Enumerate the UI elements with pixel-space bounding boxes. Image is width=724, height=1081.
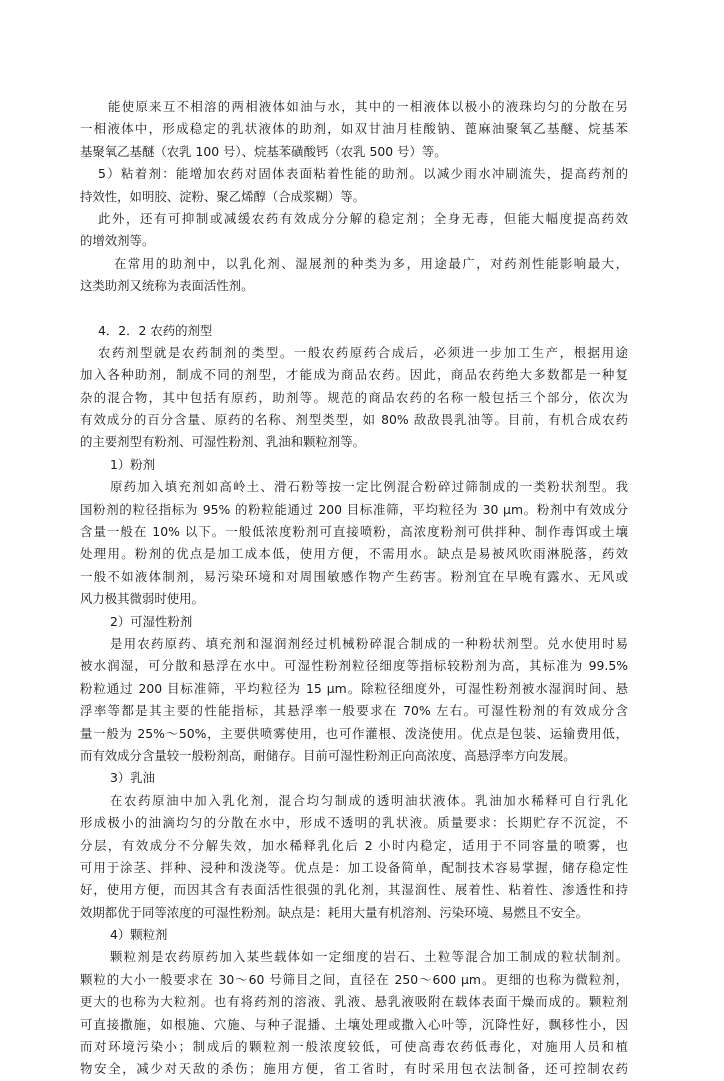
section-title: 4．2．2 农药的剂型 xyxy=(98,322,213,338)
text-line: 加入各种助剂，制成不同的剂型，才能成为商品农药。因此，商品农药绝大多数都是一种复 xyxy=(80,367,628,383)
text-line: 好，使用方便，而因其含有表面活性很强的乳化剂，其湿润性、展着性、粘着性、渗透性和持 xyxy=(80,882,628,898)
text-line: 的增效剂等。 xyxy=(80,233,155,249)
text-line: 农药剂型就是农药制剂的类型。一般农药原药合成后，必须进一步加工生产，根据用途 xyxy=(98,344,628,360)
text-line: 颗粒的大小一般要求在 30～60 号筛目之间，直径在 250～600 μm。更细的也称为微粒剂， xyxy=(80,971,628,987)
text-line: 的主要剂型有粉剂、可湿性粉剂、乳油和颗粒剂等。 xyxy=(80,434,365,450)
text-line: 粉粒通过 200 目标准筛，平均粒径为 15 μm。除粒径细度外，可湿性粉剂被水湿润时间、悬 xyxy=(80,680,628,696)
subsection-wettable-powder xyxy=(80,611,628,768)
paragraph-formulation-intro xyxy=(80,342,628,454)
text-line: 可用于涂茎、拌种、浸种和泼浇等。优点是：加工设备简单，配制技术容易掌握，储存稳定性 xyxy=(80,859,628,875)
text-line: 量一般为 25%～50%，主要供喷雾使用，也可作灌根、泼浇使用。优点是包装、运输费用低， xyxy=(80,725,628,741)
text-line: 效期都优于同等浓度的可湿性粉剂。缺点是：耗用大量有机溶剂、污染环境、易燃且不安全。 xyxy=(80,904,589,920)
text-line: 一般不如液体制剂，易污染环境和对周围敏感作物产生药害。粉剂宜在早晚有露水、无风或 xyxy=(80,568,628,584)
subsection-powder xyxy=(80,454,628,611)
text-line: 5）粘着剂：能增加农药对固体表面粘着性能的助剂。以减少雨水冲刷流失，提高药剂的 xyxy=(98,166,628,182)
text-line: 处理用。粉剂的优点是加工成本低，使用方便，不需用水。缺点是易被风吹雨淋脱落，药效 xyxy=(80,546,628,562)
text-line: 能使原来互不相溶的两相液体如油与水，其中的一相液体以极小的液珠均匀的分散在另 xyxy=(108,99,628,114)
text-line: 持效性，如明胶、淀粉、聚乙烯醇（合成浆糊）等。 xyxy=(80,188,365,204)
text-line: 而对环境污染小；制成后的颗粒剂一般浓度较低，可使高毒农药低毒化，对施用人员和植 xyxy=(80,1039,628,1055)
text-line: 浮率等都是其主要的性能指标，其悬浮率一般要求在 70% 左右。可湿性粉剂的有效成分含 xyxy=(80,703,628,719)
text-line: 物安全，减少对天敌的杀伤；施用方便，省工省时，有时采用包衣法制备，还可控制农药 xyxy=(80,1061,628,1077)
document-body xyxy=(80,96,628,1081)
text-line: 原药加入填充剂如高岭土、滑石粉等按一定比例混合粉碎过筛制成的一类粉状剂型。我 xyxy=(110,479,628,495)
text-line: 杂的混合物，其中包括有原药，助剂等。规范的商品农药的名称一般包括三个部分，依次为 xyxy=(80,389,628,405)
paragraph-emulsifier xyxy=(80,96,628,163)
text-line: 此外，还有可抑制或减缓农药有效成分分解的稳定剂；全身无毒，但能大幅度提高药效 xyxy=(98,210,628,226)
text-line: 更大的也称为大粒剂。也有将药剂的溶液、乳液、悬乳液吸附在载体表面干燥而成的。颗粒剂 xyxy=(80,994,628,1010)
subsection-heading: 2）可湿性粉剂 xyxy=(110,613,193,629)
text-line: 含量一般在 10% 以下。一般低浓度粉剂可直接喷粉，高浓度粉剂可供拌种、制作毒饵或土壤 xyxy=(80,524,628,540)
text-line: 被水润湿，可分散和悬浮在水中。可湿性粉剂粒径细度等指标较粉剂为高，其标准为 99.5% xyxy=(80,658,628,674)
text-line: 这类助剂又统称为表面活性剂。 xyxy=(80,278,254,294)
subsection-emulsifiable-oil xyxy=(80,767,628,924)
text-line: 颗粒剂是农药原药加入某些载体如一定细度的岩石、土粒等混合加工制成的粒状制剂。 xyxy=(110,949,628,965)
text-line: 基聚氧乙基醚（农乳 100 号）、烷基苯磺酸钙（农乳 500 号）等。 xyxy=(80,143,447,159)
text-line: 形成极小的油滴均匀的分散在水中，形成不透明的乳状液。质量要求：长期贮存不沉淀，不 xyxy=(80,815,628,831)
section-gap xyxy=(108,298,628,320)
text-line: 在常用的助剂中，以乳化剂、湿展剂的种类为多，用途最广，对药剂性能影响最大， xyxy=(114,255,628,271)
text-line: 是用农药原药、填充剂和湿润剂经过机械粉碎混合制成的一种粉状剂型。兑水使用时易 xyxy=(110,635,628,651)
subsection-heading: 1）粉剂 xyxy=(110,456,156,472)
subsection-granules xyxy=(80,924,628,1081)
paragraph-surfactant xyxy=(80,253,628,298)
text-line: 而有效成分含量较一般粉剂高，耐储存。目前可湿性粉剂正向高浓度、高悬浮率方向发展。 xyxy=(80,747,576,763)
text-line: 有效成分的百分含量、原药的名称、剂型类型，如 80% 敌敌畏乳油等。目前，有机合成农药 xyxy=(80,412,628,428)
paragraph-adhesive xyxy=(80,163,628,208)
text-line: 在农药原油中加入乳化剂，混合均匀制成的透明油状液体。乳油加水稀释可自行乳化 xyxy=(110,792,628,808)
text-line: 一相液体中，形成稳定的乳状液体的助剂，如双甘油月桂酸钠、蓖麻油聚氧乙基醚、烷基苯 xyxy=(80,121,628,137)
text-line: 可直接撒施，如根施、穴施、与种子混播、土壤处理或撒入心叶等，沉降性好，飘移性小，因 xyxy=(80,1016,628,1032)
paragraph-stabilizer xyxy=(80,208,628,253)
subsection-heading: 3）乳油 xyxy=(110,770,156,786)
text-line: 风力极其微弱时使用。 xyxy=(80,591,204,607)
text-line: 国粉剂的粒径指标为 95% 的粉粒能通过 200 目标准筛，平均粒径为 30 μm。粉剂中有效成分 xyxy=(80,501,628,517)
subsection-heading: 4）颗粒剂 xyxy=(110,927,168,943)
text-line: 分层，有效成分不分解失效，加水稀释乳化后 2 小时内稳定，适用于不同容量的喷雾，也 xyxy=(80,837,628,853)
